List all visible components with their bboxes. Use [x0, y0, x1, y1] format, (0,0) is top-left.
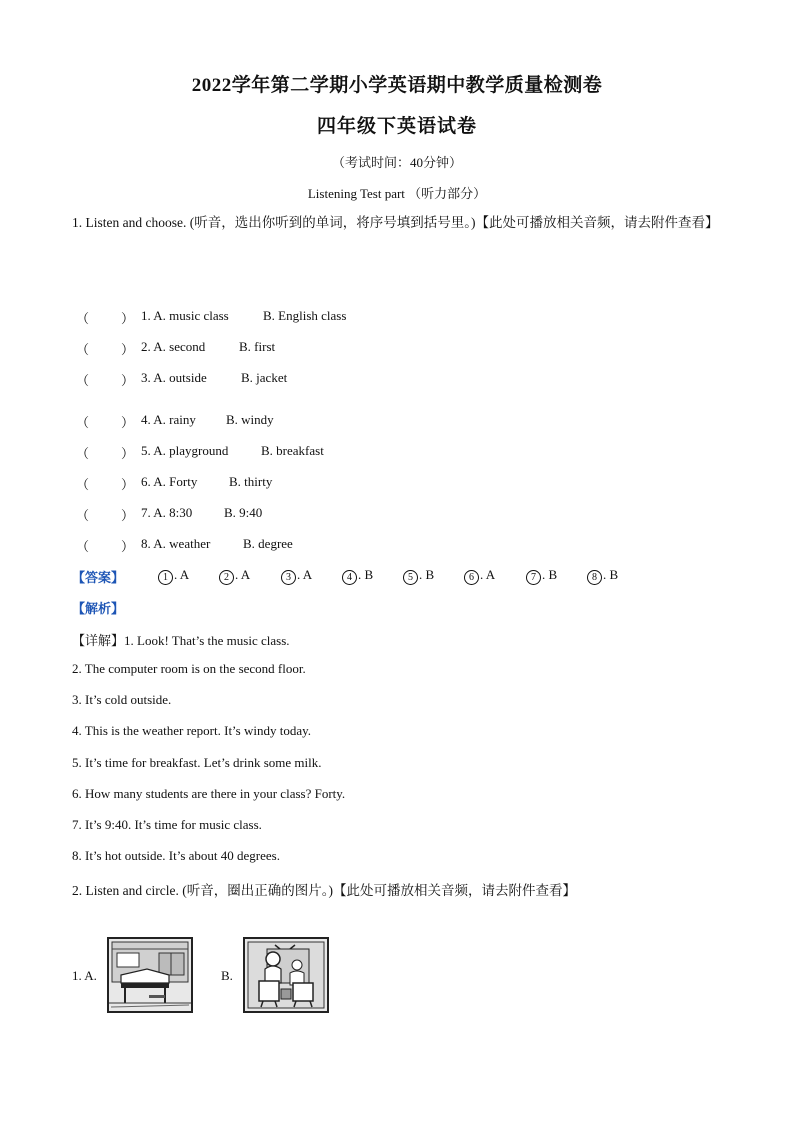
- answer-item: [403, 567, 434, 585]
- music-room-picture[interactable]: [107, 937, 193, 1013]
- answer-item: [219, 567, 250, 585]
- option-b: B. degree: [243, 536, 293, 551]
- paren-right: ）: [121, 373, 135, 388]
- paren-left: （: [76, 539, 90, 554]
- section2-instruction: 2. Listen and circle. (听音，圈出正确的图片。)【此处可播放相关音频，请去附件查看】: [72, 883, 576, 898]
- paren-left: （: [76, 373, 90, 388]
- analysis-label: 【解析】: [72, 601, 125, 616]
- answer-label: 【答案】: [72, 570, 125, 585]
- option-b: B. 9:40: [224, 505, 263, 520]
- answer-item: [158, 567, 189, 585]
- paren-right: ）: [121, 539, 135, 554]
- circled-number: 2: [219, 570, 234, 585]
- answer-value: . A: [174, 567, 190, 582]
- paren-right: ）: [121, 446, 135, 461]
- detail-text: 1. Look! That’s the music class.: [124, 633, 290, 648]
- answer-value: . B: [603, 567, 619, 582]
- q1-option-b-label: B.: [221, 968, 233, 983]
- detail-line: [72, 630, 290, 649]
- answer-value: . A: [480, 567, 496, 582]
- detail-line: 5. It’s time for breakfast. Let’s drink some milk.: [72, 755, 322, 770]
- answer-item: [464, 567, 495, 585]
- option-a: 6. A. Forty: [141, 474, 198, 489]
- circled-number: 1: [158, 570, 173, 585]
- option-b: B. first: [239, 339, 276, 354]
- circled-number: 5: [403, 570, 418, 585]
- answer-item: [526, 567, 557, 585]
- option-b: B. jacket: [241, 370, 288, 385]
- detail-line: 3. It’s cold outside.: [72, 692, 172, 707]
- answer-item: [281, 567, 312, 585]
- detail-line: 8. It’s hot outside. It’s about 40 degrees.: [72, 848, 280, 863]
- art-room-illustration: [245, 939, 327, 1011]
- paren-left: （: [76, 477, 90, 492]
- paren-right: ）: [121, 415, 135, 430]
- option-a: 1. A. music class: [141, 308, 229, 323]
- detail-line: 6. How many students are there in your class? Forty.: [72, 786, 346, 801]
- option-b: B. windy: [226, 412, 274, 427]
- answer-item: [342, 567, 373, 585]
- answer-value: . B: [358, 567, 374, 582]
- option-a: 3. A. outside: [141, 370, 207, 385]
- answer-value: . A: [235, 567, 251, 582]
- option-b: B. thirty: [229, 474, 273, 489]
- paren-left: （: [76, 311, 90, 326]
- music-room-illustration: [109, 939, 191, 1011]
- exam-time: （考试时间：40分钟）: [331, 155, 462, 170]
- exam-title: 2022学年第二学期小学英语期中教学质量检测卷: [191, 75, 603, 96]
- q1-label: 1. A.: [72, 968, 97, 983]
- part-label: Listening Test part （听力部分）: [307, 186, 487, 201]
- option-a: 7. A. 8:30: [141, 505, 193, 520]
- detail-line: 2. The computer room is on the second floor.: [72, 661, 306, 676]
- option-a: 8. A. weather: [141, 536, 211, 551]
- circled-number: 7: [526, 570, 541, 585]
- paren-left: （: [76, 446, 90, 461]
- detail-label: 【详解】: [72, 633, 125, 648]
- art-room-picture[interactable]: [243, 937, 329, 1013]
- paren-right: ）: [121, 342, 135, 357]
- paren-left: （: [76, 508, 90, 523]
- option-a: 2. A. second: [141, 339, 206, 354]
- answer-value: . A: [297, 567, 313, 582]
- paren-right: ）: [121, 477, 135, 492]
- option-b: B. English class: [263, 308, 347, 323]
- paren-left: （: [76, 342, 90, 357]
- option-a: 4. A. rainy: [141, 412, 196, 427]
- detail-line: 4. This is the weather report. It’s windy today.: [72, 723, 312, 738]
- circled-number: 6: [464, 570, 479, 585]
- paren-left: （: [76, 415, 90, 430]
- option-a: 5. A. playground: [141, 443, 229, 458]
- exam-subtitle: 四年级下英语试卷: [316, 116, 477, 137]
- circled-number: 3: [281, 570, 296, 585]
- circled-number: 8: [587, 570, 602, 585]
- answer-value: . B: [542, 567, 558, 582]
- detail-line: 7. It’s 9:40. It’s time for music class.: [72, 817, 262, 832]
- answer-item: [587, 567, 618, 585]
- paren-right: ）: [121, 508, 135, 523]
- answer-value: . B: [419, 567, 435, 582]
- paren-right: ）: [121, 311, 135, 326]
- section1-instruction: 1. Listen and choose. (听音，选出你听到的单词，将序号填到括号里。)【此处可播放相关音频，请去附件查看】: [72, 215, 719, 230]
- circled-number: 4: [342, 570, 357, 585]
- option-b: B. breakfast: [261, 443, 324, 458]
